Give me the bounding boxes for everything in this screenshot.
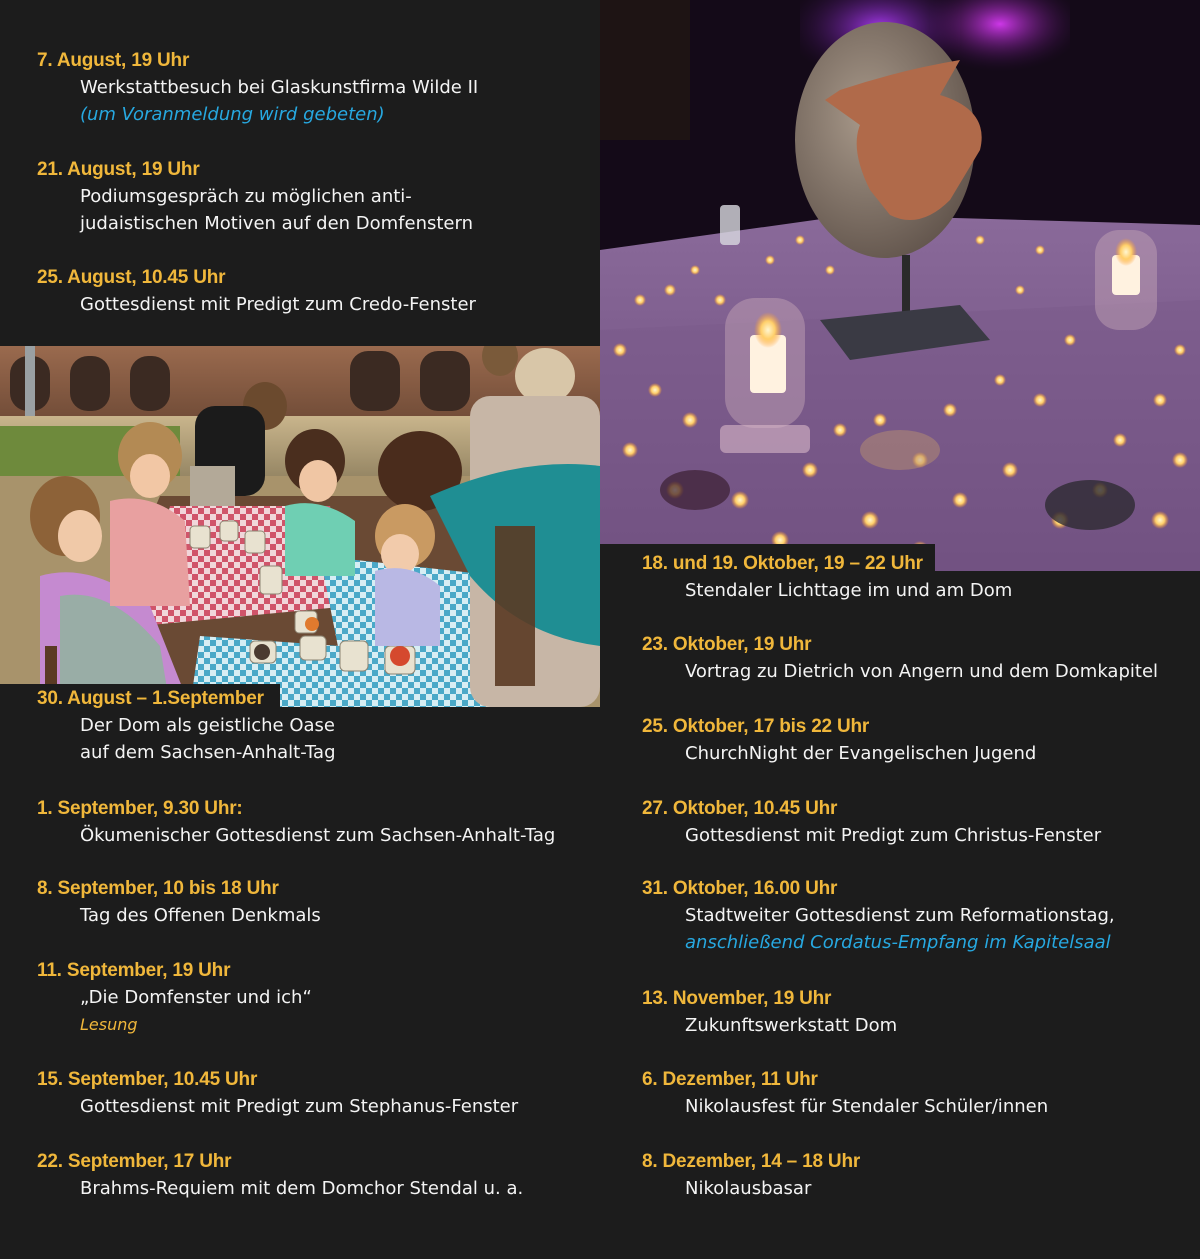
event-title: Podiumsgespräch zu möglichen anti-: [80, 186, 412, 207]
event-title: Gottesdienst mit Predigt zum Credo-Fenster: [80, 294, 476, 315]
event-title: Tag des Offenen Denkmals: [80, 905, 321, 926]
event-item: [642, 632, 1200, 685]
event-item: [37, 796, 597, 849]
event-date: 8. September, 10 bis 18 Uhr: [37, 878, 279, 899]
event-item: [37, 958, 597, 1038]
event-date: 8. Dezember, 14 – 18 Uhr: [642, 1151, 861, 1172]
event-title: Gottesdienst mit Predigt zum Christus-Fenster: [685, 825, 1102, 846]
event-item: [37, 1149, 597, 1202]
event-title: ChurchNight der Evangelischen Jugend: [685, 743, 1037, 764]
event-note: (um Voranmeldung wird gebeten): [80, 104, 385, 125]
event-note: Lesung: [80, 1015, 138, 1034]
event-item: [37, 686, 597, 766]
event-item: [642, 551, 1200, 604]
event-item: [642, 1067, 1200, 1120]
event-date: 13. November, 19 Uhr: [642, 988, 832, 1009]
event-title: Vortrag zu Dietrich von Angern und dem Domkapitel: [685, 661, 1159, 682]
event-date: 25. August, 10.45 Uhr: [37, 267, 226, 288]
candle-light-photo: [600, 0, 1200, 571]
event-title: Zukunftswerkstatt Dom: [685, 1015, 898, 1036]
children-workshop-photo: [0, 346, 600, 707]
event-title: Werkstattbesuch bei Glaskunstfirma Wilde II: [80, 77, 479, 98]
event-item: [642, 1149, 1200, 1202]
event-date: 31. Oktober, 16.00 Uhr: [642, 878, 838, 899]
event-date: 23. Oktober, 19 Uhr: [642, 634, 812, 655]
event-item: [642, 796, 1200, 849]
event-item: [37, 876, 597, 929]
event-title: Stadtweiter Gottesdienst zum Reformationstag,: [685, 905, 1115, 926]
event-title: Stendaler Lichttage im und am Dom: [685, 580, 1013, 601]
event-date: 27. Oktober, 10.45 Uhr: [642, 798, 838, 819]
event-note: anschließend Cordatus-Empfang im Kapitelsaal: [685, 932, 1111, 953]
event-item: [642, 876, 1200, 956]
event-title: Brahms-Requiem mit dem Domchor Stendal u. a.: [80, 1178, 524, 1199]
event-item: [642, 714, 1200, 767]
event-item: [642, 986, 1200, 1039]
event-title: Der Dom als geistliche Oase: [80, 715, 336, 736]
event-title: Gottesdienst mit Predigt zum Stephanus-Fenster: [80, 1096, 519, 1117]
event-date: 6. Dezember, 11 Uhr: [642, 1069, 818, 1090]
event-date: 11. September, 19 Uhr: [37, 960, 231, 981]
event-date: 25. Oktober, 17 bis 22 Uhr: [642, 716, 870, 737]
event-item: [37, 48, 597, 128]
event-date: 1. September, 9.30 Uhr:: [37, 798, 243, 819]
event-item: [37, 265, 597, 318]
event-date: 15. September, 10.45 Uhr: [37, 1069, 258, 1090]
event-title: Ökumenischer Gottesdienst zum Sachsen-Anhalt-Tag: [80, 825, 556, 846]
event-date: 22. September, 17 Uhr: [37, 1151, 232, 1172]
event-title: auf dem Sachsen-Anhalt-Tag: [80, 742, 336, 763]
event-date: 21. August, 19 Uhr: [37, 159, 200, 180]
event-date: 30. August – 1.September: [37, 688, 264, 709]
event-date: 7. August, 19 Uhr: [37, 50, 190, 71]
event-title: Nikolausfest für Stendaler Schüler/innen: [685, 1096, 1049, 1117]
event-title: Nikolausbasar: [685, 1178, 812, 1199]
event-item: [37, 1067, 597, 1120]
event-date: 18. und 19. Oktober, 19 – 22 Uhr: [642, 553, 923, 574]
event-title: judaistischen Motiven auf den Domfenstern: [80, 213, 474, 234]
event-item: [37, 157, 597, 237]
event-title: „Die Domfenster und ich“: [80, 987, 312, 1008]
